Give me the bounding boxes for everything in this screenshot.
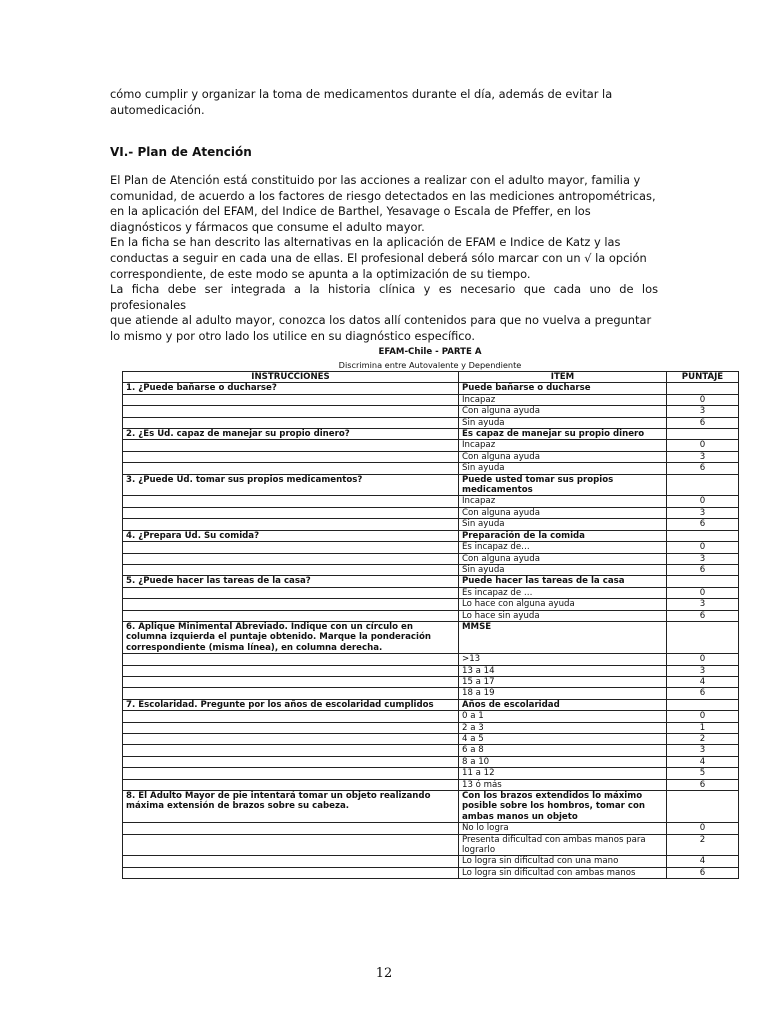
score-cell: 0: [667, 496, 739, 507]
instruction-cell: [123, 394, 459, 405]
option-cell: Incapaz: [459, 496, 667, 507]
table-subtitle: Discrimina entre Autovalente y Dependiente: [338, 360, 522, 370]
score-cell: 0: [667, 542, 739, 553]
score-cell: 0: [667, 440, 739, 451]
score-cell: 0: [667, 394, 739, 405]
body-line: diagnósticos y fármacos que consume el adulto mayor.: [110, 219, 425, 234]
instruction-cell: [123, 519, 459, 530]
score-cell: 2: [667, 834, 739, 856]
score-cell: 6: [667, 417, 739, 428]
item-cell: Es capaz de manejar su propio dinero: [459, 429, 667, 440]
option-cell: 0 a 1: [459, 711, 667, 722]
option-cell: No lo logra: [459, 823, 667, 834]
instruction-cell: [123, 610, 459, 621]
instruction-cell: [123, 451, 459, 462]
option-cell: 8 a 10: [459, 756, 667, 767]
instruction-cell: 8. El Adulto Mayor de pie intentará tomar un objeto realizando máxima extensión de brazos sobre su cabeza.: [123, 791, 459, 823]
score-cell: 3: [667, 553, 739, 564]
intro-line: cómo cumplir y organizar la toma de medicamentos durante el día, además de evitar la: [110, 87, 613, 101]
score-cell: 0: [667, 654, 739, 665]
score-cell: [667, 621, 739, 653]
table-row: [123, 564, 739, 575]
instruction-cell: [123, 440, 459, 451]
score-cell: 3: [667, 599, 739, 610]
score-cell: 6: [667, 688, 739, 699]
table-row: [123, 791, 739, 823]
table-row: [123, 699, 739, 710]
header-item: ITEM: [459, 372, 667, 383]
header-puntaje: PUNTAJE: [667, 372, 739, 383]
option-cell: 4 a 5: [459, 734, 667, 745]
instruction-cell: 3. ¿Puede Ud. tomar sus propios medicamentos?: [123, 474, 459, 496]
score-cell: 3: [667, 507, 739, 518]
instruction-cell: [123, 768, 459, 779]
score-cell: 6: [667, 463, 739, 474]
option-cell: Es incapaz de …: [459, 587, 667, 598]
instruction-cell: [123, 654, 459, 665]
instruction-cell: [123, 463, 459, 474]
body-line: La ficha debe ser integrada a la historia clínica y es necesario que cada uno de los profesionales: [110, 282, 658, 312]
body-line: correspondiente, de este modo se apunta a la optimización de su tiempo.: [110, 266, 531, 281]
table-row: [123, 823, 739, 834]
option-cell: 13 a 14: [459, 665, 667, 676]
score-cell: [667, 791, 739, 823]
body-line: En la ficha se han descrito las alternativas en la aplicación de EFAM e Indice de Katz y las: [110, 235, 621, 250]
score-cell: 3: [667, 406, 739, 417]
instruction-cell: 6. Aplique Minimental Abreviado. Indique con un círculo en columna izquierda el puntaje obtenido. Marque la ponderación correspondiente (misma línea), en columna derecha.: [123, 621, 459, 653]
option-cell: Sin ayuda: [459, 463, 667, 474]
score-cell: 3: [667, 745, 739, 756]
option-cell: Incapaz: [459, 440, 667, 451]
option-cell: Con alguna ayuda: [459, 553, 667, 564]
table-row: [123, 474, 739, 496]
item-cell: Puede bañarse o ducharse: [459, 383, 667, 394]
score-cell: 6: [667, 564, 739, 575]
instruction-cell: [123, 665, 459, 676]
score-cell: 1: [667, 722, 739, 733]
table-row: [123, 463, 739, 474]
score-cell: 4: [667, 856, 739, 867]
instruction-cell: [123, 553, 459, 564]
body-line: comunidad, de acuerdo a los factores de riesgo detectados en las mediciones antropométricas,: [110, 188, 656, 203]
option-cell: Sin ayuda: [459, 417, 667, 428]
instruction-cell: [123, 779, 459, 790]
table-row: [123, 688, 739, 699]
table-row: [123, 429, 739, 440]
score-cell: [667, 383, 739, 394]
instruction-cell: [123, 856, 459, 867]
table-row: [123, 542, 739, 553]
score-cell: 0: [667, 823, 739, 834]
instruction-cell: [123, 587, 459, 598]
instruction-cell: [123, 676, 459, 687]
score-cell: 4: [667, 676, 739, 687]
table-row: [123, 417, 739, 428]
option-cell: 11 a 12: [459, 768, 667, 779]
instruction-cell: 7. Escolaridad. Pregunte por los años de escolaridad cumplidos: [123, 699, 459, 710]
option-cell: >13: [459, 654, 667, 665]
option-cell: Sin ayuda: [459, 564, 667, 575]
table-row: [123, 496, 739, 507]
table-row: [123, 553, 739, 564]
instruction-cell: [123, 745, 459, 756]
instruction-cell: 5. ¿Puede hacer las tareas de la casa?: [123, 576, 459, 587]
table-row: [123, 530, 739, 541]
score-cell: 6: [667, 779, 739, 790]
table-row: [123, 451, 739, 462]
option-cell: Sin ayuda: [459, 519, 667, 530]
option-cell: 15 a 17: [459, 676, 667, 687]
instruction-cell: [123, 564, 459, 575]
table-row: [123, 867, 739, 878]
item-cell: Preparación de la comida: [459, 530, 667, 541]
instruction-cell: [123, 756, 459, 767]
body-line: en la aplicación del EFAM, del Indice de Barthel, Yesavage o Escala de Pfeffer, en los: [110, 204, 591, 219]
intro-line: automedicación.: [110, 102, 205, 117]
table-row: [123, 856, 739, 867]
table-title: EFAM-Chile - PARTE A: [378, 347, 482, 357]
page-number: 12: [375, 966, 393, 981]
instruction-cell: 1. ¿Puede bañarse o ducharse?: [123, 383, 459, 394]
instruction-cell: [123, 417, 459, 428]
body-line: lo mismo y por otro lado los utilice en su diagnóstico específico.: [110, 328, 475, 343]
option-cell: Lo hace con alguna ayuda: [459, 599, 667, 610]
option-cell: Con alguna ayuda: [459, 507, 667, 518]
score-cell: 3: [667, 665, 739, 676]
table-row: [123, 519, 739, 530]
table-row: [123, 507, 739, 518]
table-row: [123, 394, 739, 405]
table-row: [123, 383, 739, 394]
instruction-cell: 4. ¿Prepara Ud. Su comida?: [123, 530, 459, 541]
section-heading: VI.- Plan de Atención: [110, 145, 252, 159]
option-cell: Con alguna ayuda: [459, 406, 667, 417]
instruction-cell: [123, 496, 459, 507]
table-row: [123, 406, 739, 417]
instruction-cell: [123, 734, 459, 745]
body-line: El Plan de Atención está constituido por las acciones a realizar con el adulto mayor, familia y: [110, 173, 641, 187]
instruction-cell: [123, 599, 459, 610]
body-paragraph: [110, 173, 658, 345]
score-cell: 6: [667, 610, 739, 621]
option-cell: Incapaz: [459, 394, 667, 405]
score-cell: [667, 530, 739, 541]
body-line: que atiende al adulto mayor, conozca los datos allí contenidos para que no vuelva a preguntar: [110, 313, 652, 328]
table-row: [123, 654, 739, 665]
instruction-cell: [123, 722, 459, 733]
efam-table: [122, 371, 739, 879]
score-cell: [667, 429, 739, 440]
score-cell: 4: [667, 756, 739, 767]
option-cell: Lo logra sin dificultad con ambas manos: [459, 867, 667, 878]
score-cell: 5: [667, 768, 739, 779]
table-row: [123, 711, 739, 722]
option-cell: 6 a 8: [459, 745, 667, 756]
item-cell: MMSE: [459, 621, 667, 653]
table-row: [123, 610, 739, 621]
option-cell: Con alguna ayuda: [459, 451, 667, 462]
table-row: [123, 665, 739, 676]
score-cell: 0: [667, 711, 739, 722]
instruction-cell: [123, 823, 459, 834]
table-row: [123, 745, 739, 756]
score-cell: 6: [667, 867, 739, 878]
option-cell: 2 a 3: [459, 722, 667, 733]
score-cell: 6: [667, 519, 739, 530]
instruction-cell: 2. ¿Es Ud. capaz de manejar su propio dinero?: [123, 429, 459, 440]
table-header-row: [123, 372, 739, 383]
table-row: [123, 734, 739, 745]
score-cell: [667, 474, 739, 496]
instruction-cell: [123, 711, 459, 722]
table-row: [123, 768, 739, 779]
instruction-cell: [123, 867, 459, 878]
table-body: [123, 383, 739, 879]
table-row: [123, 576, 739, 587]
item-cell: Años de escolaridad: [459, 699, 667, 710]
intro-paragraph: [110, 87, 658, 118]
item-cell: Puede usted tomar sus propios medicamentos: [459, 474, 667, 496]
option-cell: Es incapaz de…: [459, 542, 667, 553]
score-cell: [667, 699, 739, 710]
item-cell: Puede hacer las tareas de la casa: [459, 576, 667, 587]
option-cell: Presenta dificultad con ambas manos para lograrlo: [459, 834, 667, 856]
table-row: [123, 779, 739, 790]
score-cell: 3: [667, 451, 739, 462]
option-cell: 13 ó más: [459, 779, 667, 790]
score-cell: 0: [667, 587, 739, 598]
option-cell: 18 a 19: [459, 688, 667, 699]
table-row: [123, 440, 739, 451]
instruction-cell: [123, 834, 459, 856]
table-row: [123, 676, 739, 687]
body-line: conductas a seguir en cada una de ellas. El profesional deberá sólo marcar con un √ la opción: [110, 250, 647, 265]
table-row: [123, 756, 739, 767]
instruction-cell: [123, 406, 459, 417]
table-row: [123, 834, 739, 856]
table-row: [123, 587, 739, 598]
instruction-cell: [123, 542, 459, 553]
table-row: [123, 599, 739, 610]
table-row: [123, 621, 739, 653]
instruction-cell: [123, 507, 459, 518]
option-cell: Lo logra sin dificultad con una mano: [459, 856, 667, 867]
option-cell: Lo hace sin ayuda: [459, 610, 667, 621]
score-cell: 2: [667, 734, 739, 745]
instruction-cell: [123, 688, 459, 699]
item-cell: Con los brazos extendidos lo máximo posible sobre los hombros, tomar con ambas manos un objeto: [459, 791, 667, 823]
score-cell: [667, 576, 739, 587]
table-row: [123, 722, 739, 733]
header-instrucciones: INSTRUCCIONES: [123, 372, 459, 383]
